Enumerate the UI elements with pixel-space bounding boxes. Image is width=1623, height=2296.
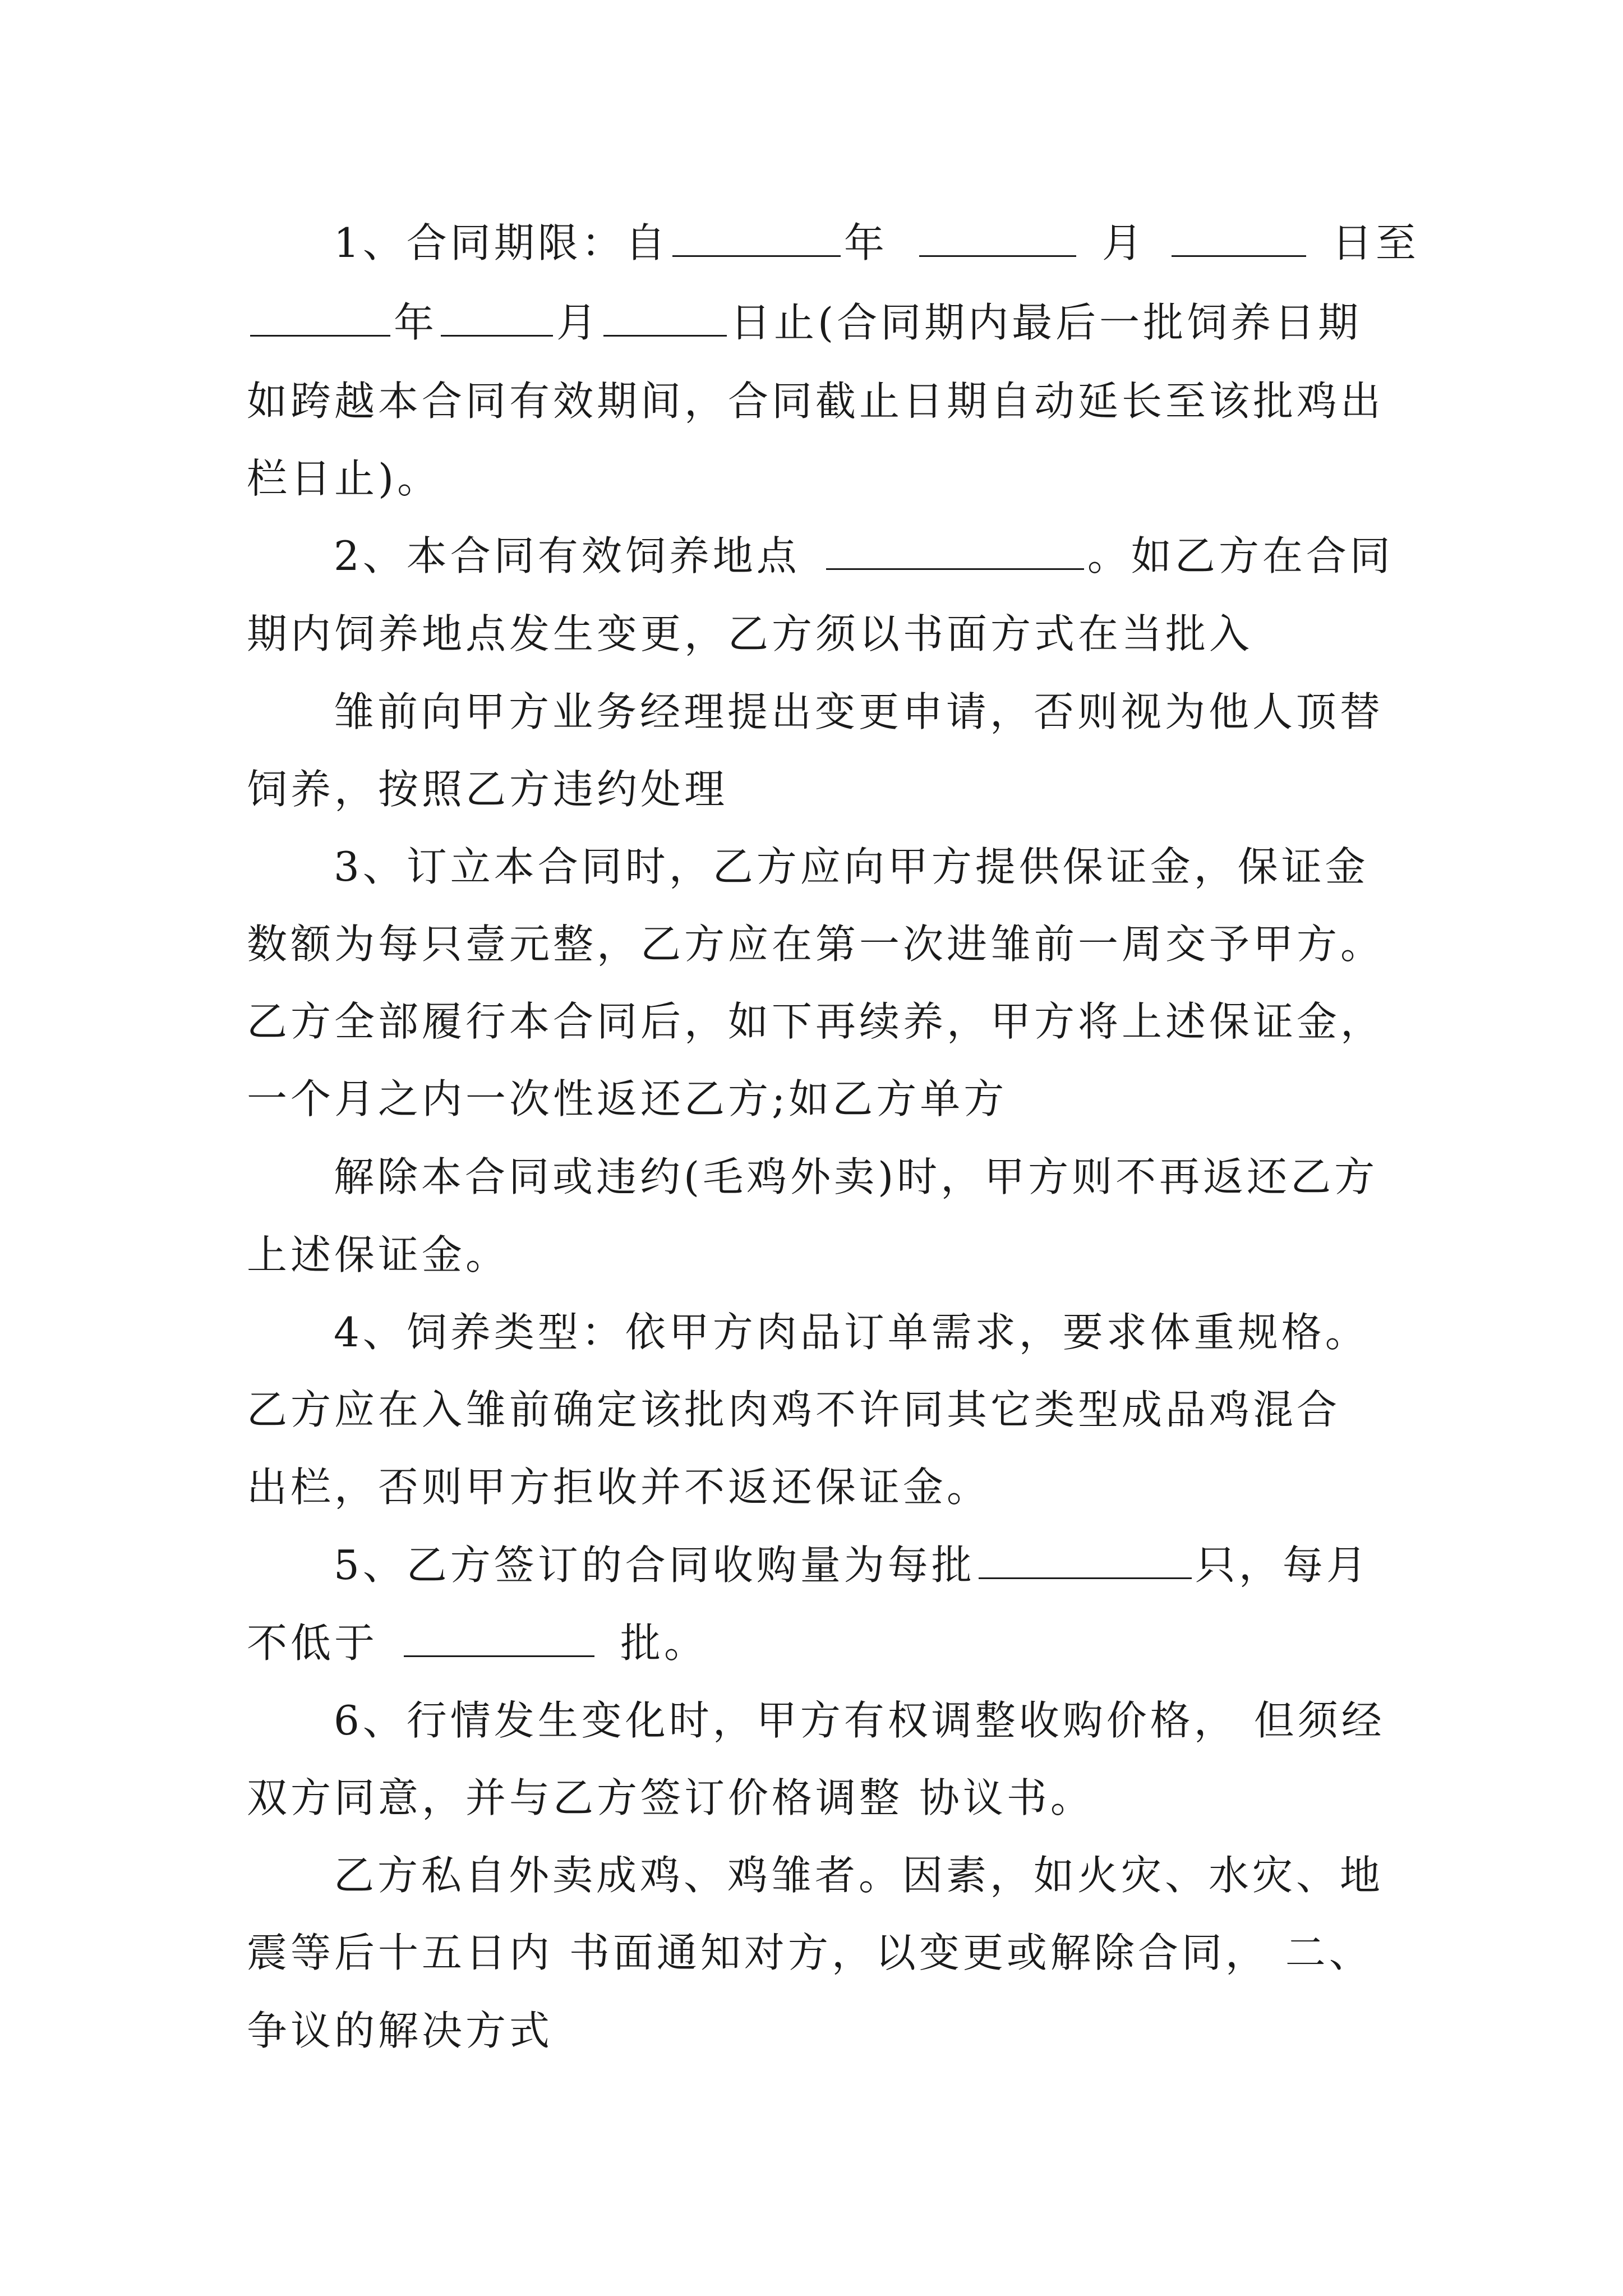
clause-3-line-5: 解除本合同或违约(毛鸡外卖)时，甲方则不再返还乙方 (334, 1153, 1378, 1200)
section-heading-dispute: 争议的解决方式 (247, 2007, 554, 2054)
clause-1-line-4: 栏日止)。 (247, 455, 441, 502)
clause-7-line-1: 乙方私自外卖成鸡、鸡雏者。因素，如火灾、水灾、地 (334, 1852, 1384, 1899)
blank-batches (404, 1619, 594, 1657)
clause-1-line-2 (247, 297, 1402, 348)
year-label: 年 (843, 219, 888, 266)
clause-5-text: 只，每月 (1195, 1542, 1370, 1589)
blank-start-month (919, 219, 1076, 257)
clause-4-line-2: 乙方应在入雏前确定该批肉鸡不许同其它类型成品鸡混合 (247, 1386, 1341, 1433)
clause-3-line-2: 数额为每只壹元整，乙方应在第一次进雏前一周交予甲方。 (247, 921, 1385, 968)
clause-3-line-4: 一个月之内一次性返还乙方;如乙方单方 (247, 1075, 1008, 1122)
clause-2-line-4: 饲养，按照乙方违约处理 (247, 766, 728, 813)
clause-2-line-2: 期内饲养地点发生变更，乙方须以书面方式在当批入 (247, 610, 1253, 657)
clause-5-text: 5、乙方签订的合同收购量为每批 (334, 1542, 975, 1589)
clause-5-text: 批。 (620, 1619, 708, 1667)
clause-1-text: 1、合同期限：自 (334, 219, 669, 266)
clause-2-text: 。如乙方在合同 (1087, 532, 1394, 579)
clause-6-line-1: 6、行情发生变化时，甲方有权调整收购价格， 但须经 (334, 1697, 1385, 1744)
blank-start-day (1172, 219, 1306, 257)
clause-2-line-3: 雏前向甲方业务经理提出变更申请，否则视为他人顶替 (334, 688, 1384, 735)
clause-5-line-1 (334, 1540, 1489, 1590)
clause-3-line-1: 3、订立本合同时，乙方应向甲方提供保证金，保证金 (334, 843, 1369, 890)
month-label: 月 (1101, 219, 1146, 266)
month-label: 月 (556, 299, 601, 346)
clause-2-text: 2、本合同有效饲养地点 (334, 532, 800, 579)
blank-end-month (441, 299, 553, 337)
clause-1-line-1 (334, 218, 1489, 268)
blank-start-year (672, 219, 841, 257)
clause-4-line-3: 出栏，否则甲方拒收并不返还保证金。 (247, 1464, 991, 1511)
clause-3-line-6: 上述保证金。 (247, 1231, 510, 1278)
clause-2-line-1 (334, 531, 1489, 581)
clause-3-line-3: 乙方全部履行本合同后，如下再续养，甲方将上述保证金， (247, 998, 1385, 1045)
clause-1-line-3: 如跨越本合同有效期间，合同截止日期自动延长至该批鸡出 (247, 378, 1385, 425)
clause-5-text: 不低于 (247, 1619, 379, 1667)
day-label: 日至 (1331, 219, 1419, 266)
clause-4-line-1: 4、饲养类型：依甲方肉品订单需求，要求体重规格。 (334, 1309, 1369, 1356)
year-label: 年 (394, 299, 438, 346)
clause-5-line-2 (247, 1618, 1402, 1668)
clause-7-line-2: 震等后十五日内 书面通知对方，以变更或解除合同， 二、 (247, 1929, 1373, 1976)
clause-1-text: 日止(合同期内最后一批饲养日期 (730, 299, 1362, 346)
blank-location (826, 532, 1084, 570)
clause-6-line-2: 双方同意，并与乙方签订价格调整 协议书。 (247, 1774, 1094, 1821)
blank-quantity (979, 1542, 1192, 1579)
blank-end-year (250, 299, 390, 337)
blank-end-day (603, 299, 727, 337)
